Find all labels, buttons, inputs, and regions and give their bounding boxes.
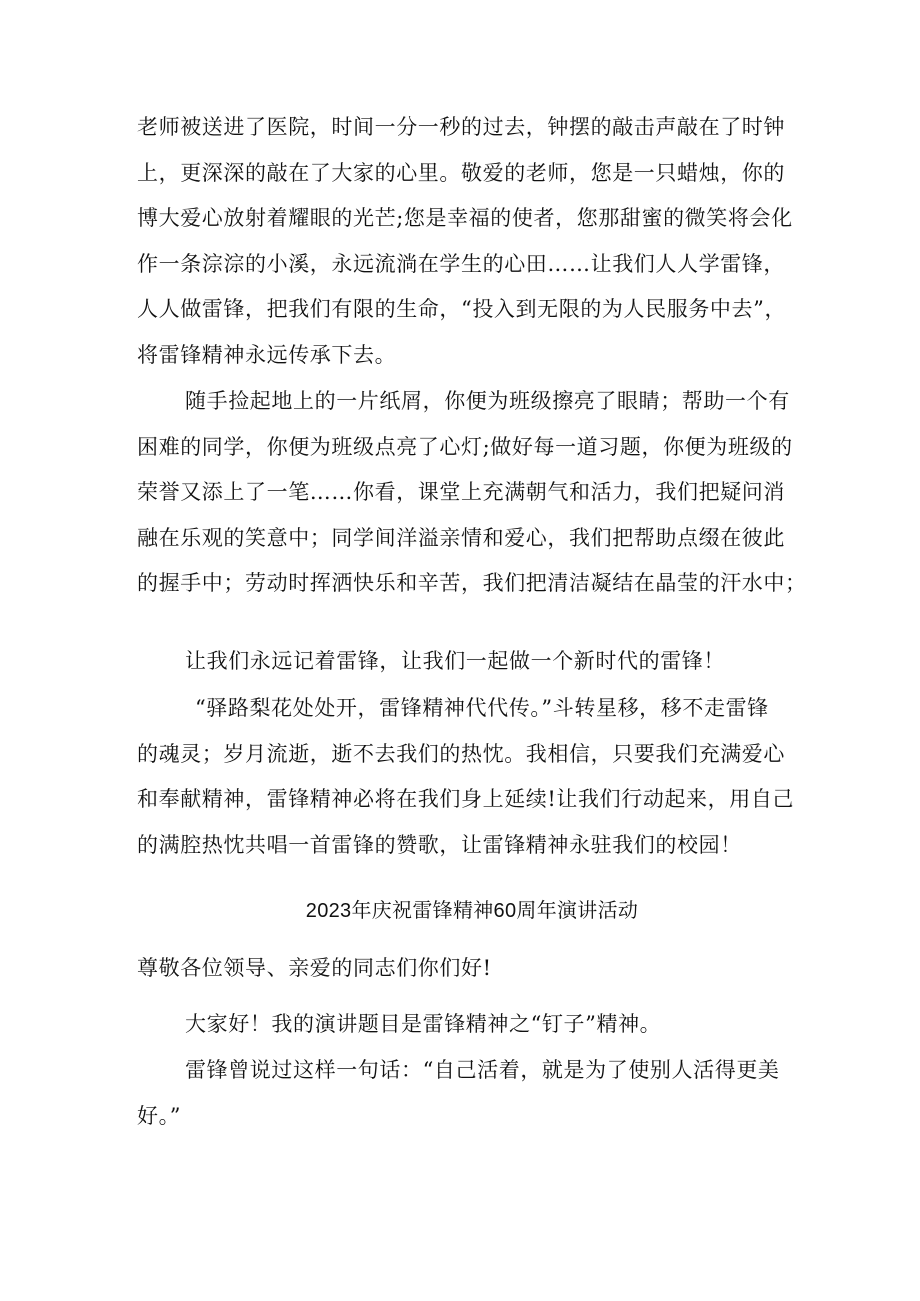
text-line: 荣誉又添上了一笔……你看，课堂上充满朝气和活力，我们把疑问消: [137, 480, 785, 504]
text-line: 作一条淙淙的小溪，永远流淌在学生的心田……让我们人人学雷锋，: [137, 251, 785, 276]
text-line: 的握手中；劳动时挥洒快乐和辛苦，我们把清洁凝结在晶莹的汗水中；: [137, 571, 807, 595]
greeting: [137, 946, 807, 992]
paragraph-speech-topic: [137, 1002, 807, 1048]
paragraph-leifeng-quote: [137, 1048, 807, 1139]
text-line: 的魂灵；岁月流逝，逝不去我们的热忱。我相信，只要我们充满爱心: [137, 741, 785, 766]
paragraph-class-deeds: [137, 379, 807, 607]
text-line: 老师被送进了医院，时间一分一秒的过去，钟摆的敲击声敲在了时钟: [137, 115, 785, 139]
text-line: 好。”: [137, 1103, 182, 1128]
text-line: 融在乐观的笑意中；同学间洋溢亲情和爱心，我们把帮助点缀在彼此: [137, 525, 785, 550]
text-line: 随手捡起地上的一片纸屑，你便为班级擦亮了眼睛；帮助一个有: [185, 389, 790, 413]
text-line: 博大爱心放射着耀眼的光芒;您是幸福的使者，您那甜蜜的微笑将会化: [137, 206, 793, 230]
text-line: 雷锋曾说过这样一句话：“自己活着，就是为了使别人活得更美: [185, 1058, 780, 1082]
text-line: 让我们永远记着雷锋，让我们一起做一个新时代的雷锋！: [185, 649, 725, 673]
paragraph-pear-blossoms: [137, 686, 807, 868]
text-line: 的满腔热忱共唱一首雷锋的赞歌，让雷锋精神永驻我们的校园！: [137, 832, 742, 857]
text-line: 将雷锋精神永远传承下去。: [137, 342, 397, 367]
text-line: 上，更深深的敲在了大家的心里。敬爱的老师，您是一只蜡烛，你的: [137, 160, 785, 185]
text-line: 尊敬各位领导、亲爱的同志们你们好!: [137, 956, 492, 980]
paragraph-remember-leifeng: [137, 639, 807, 685]
text-line: 困难的同学，你便为班级点亮了心灯;做好每一道习题，你便为班级的: [137, 434, 793, 459]
speech-title: 2023年庆祝雷锋精神60周年演讲活动: [305, 900, 639, 922]
text-line: 大家好！我的演讲题目是雷锋精神之“钉子”精神。: [185, 1012, 662, 1036]
text-line: 人人做雷锋，把我们有限的生命，“投入到无限的为人民服务中去”，: [137, 297, 787, 321]
paragraph-teacher-candle: [137, 105, 807, 378]
text-line: “驿路梨花处处开，雷锋精神代代传。”斗转星移，移不走雷锋: [195, 696, 769, 720]
text-line: 和奉献精神，雷锋精神必将在我们身上延续!让我们行动起来，用自己: [137, 787, 795, 811]
